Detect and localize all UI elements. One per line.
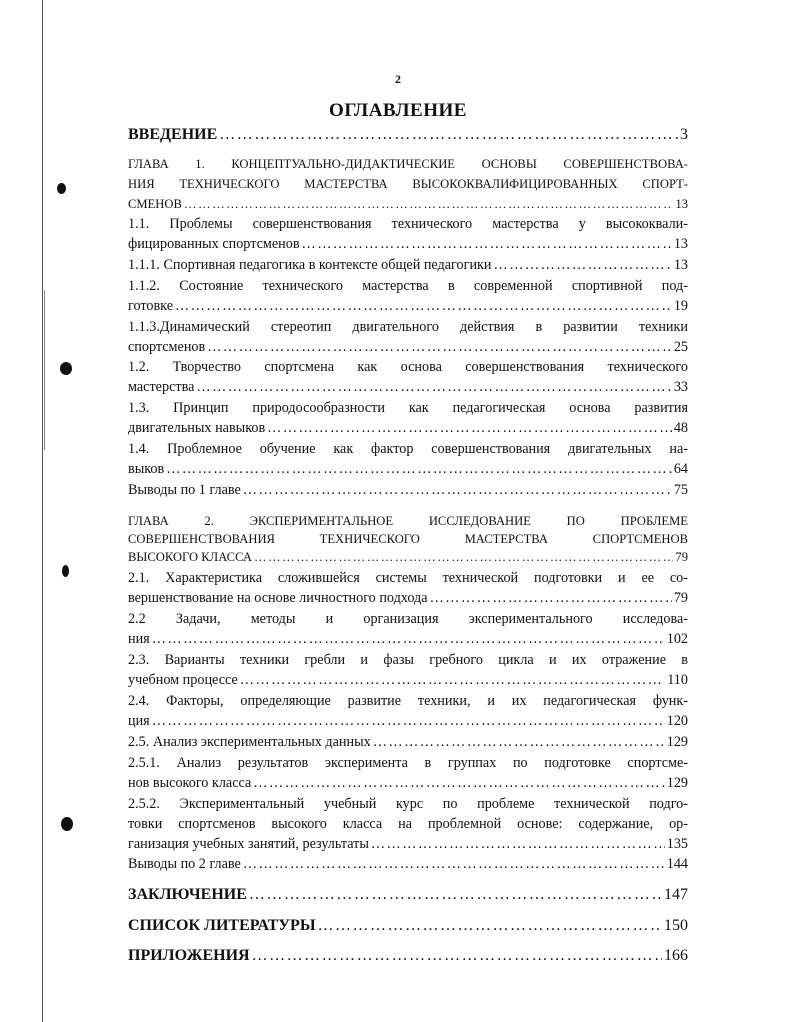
leader-dots: [243, 854, 665, 874]
toc-entry-2-5-2[interactable]: [128, 834, 688, 854]
toc-label: 1.1.1. Спортивная педагогика в контексте общей педагогики: [128, 257, 492, 273]
toc-label: 1.1. Проблемы совершенствования технического мастерства у высококвали-: [128, 216, 688, 232]
toc-entry-text[interactable]: [128, 357, 688, 377]
toc-page: 166: [664, 947, 688, 964]
toc-page: 13: [673, 257, 688, 273]
toc-label: 2.3. Варианты техники гребли и фазы гребного цикла и их отражение в: [128, 652, 688, 668]
toc-label: 2.5.1. Анализ результатов эксперимента в группах по подготовке спортсме-: [128, 755, 688, 771]
leader-dots: [249, 885, 662, 905]
toc-label: учебном процессе: [128, 672, 238, 688]
toc-label: ВВЕДЕНИЕ: [128, 126, 218, 143]
leader-dots: [371, 834, 665, 854]
toc-chapter-heading[interactable]: [128, 154, 688, 174]
toc-page: 19: [673, 298, 688, 314]
toc-page: 79: [675, 550, 688, 564]
leader-dots: [373, 732, 665, 752]
toc-entry-2-2[interactable]: [128, 629, 688, 649]
toc-label: Выводы по 1 главе: [128, 482, 241, 498]
toc-page: 25: [673, 339, 688, 355]
toc-page: 144: [666, 856, 688, 872]
toc-entry-1-2[interactable]: [128, 377, 688, 397]
toc-entry-2-1[interactable]: [128, 588, 688, 608]
toc-entry-text[interactable]: [128, 568, 688, 588]
toc-entry-1-1-1[interactable]: [128, 255, 688, 275]
toc-label: СОВЕРШЕНСТВОВАНИЯ ТЕХНИЧЕСКОГО МАСТЕРСТВА СПОРТСМЕНОВ: [128, 532, 688, 546]
leader-dots: [254, 547, 673, 567]
toc-chapter-heading[interactable]: [128, 511, 688, 531]
leader-dots: [166, 459, 672, 479]
leader-dots: [318, 916, 662, 936]
toc-label: товки спортсменов высокого класса на проблемной основе: содержание, ор-: [128, 816, 688, 832]
toc-label: выков: [128, 461, 165, 477]
toc-label: 2.2 Задачи, методы и организация экспериментального исследова-: [128, 611, 688, 627]
toc-page: 79: [673, 590, 688, 606]
toc-entry-text[interactable]: [128, 214, 688, 234]
toc-entry-1-1-3[interactable]: [128, 337, 688, 357]
toc-label: ганизация учебных занятий, результаты: [128, 836, 369, 852]
toc-page: 48: [673, 420, 688, 436]
toc-label: ПРИЛОЖЕНИЯ: [128, 947, 250, 964]
toc-label: 1.1.3.Динамический стереотип двигательного действия в развитии техники: [128, 319, 688, 335]
toc-page: 129: [666, 775, 688, 791]
toc-label: фицированных спортсменов: [128, 236, 300, 252]
toc-label: ГЛАВА 1. КОНЦЕПТУАЛЬНО-ДИДАКТИЧЕСКИЕ ОСНОВЫ СОВЕРШЕНСТВОВА-: [128, 157, 688, 171]
toc-page: 120: [666, 713, 688, 729]
toc-label: 2.4. Факторы, определяющие развитие техники, и их педагогическая функ-: [128, 693, 688, 709]
toc-page: 102: [666, 631, 688, 647]
leader-dots: [267, 418, 672, 438]
toc-label: 1.2. Творчество спортсмена как основа совершенствования технического: [128, 359, 688, 375]
scan-margin-line-fragment: [44, 290, 45, 450]
toc-entry-1-1-2[interactable]: [128, 296, 688, 316]
scan-blot: [57, 183, 66, 194]
toc-label: 2.5. Анализ экспериментальных данных: [128, 734, 371, 750]
leader-dots: [152, 629, 665, 649]
toc-page: 135: [666, 836, 688, 852]
toc-label: ция: [128, 713, 150, 729]
toc-entry-introduction[interactable]: [128, 125, 688, 145]
toc-page: 33: [673, 379, 688, 395]
toc-entry-text[interactable]: [128, 753, 688, 773]
toc-label: нов высокого класса: [128, 775, 252, 791]
toc-chapter-heading[interactable]: [128, 174, 688, 194]
toc-page: 13: [675, 197, 688, 211]
leader-dots: [196, 377, 671, 397]
toc-page: 150: [664, 917, 688, 934]
toc-label: ния: [128, 631, 150, 647]
toc-entry-conclusion[interactable]: [128, 885, 688, 905]
toc-label: 1.1.2. Состояние технического мастерства в современной спортивной под-: [128, 278, 688, 294]
toc-entry-text[interactable]: [128, 398, 688, 418]
toc-entry-1-4[interactable]: [128, 459, 688, 479]
scan-blot: [60, 362, 72, 375]
toc-label: 1.3. Принцип природосообразности как педагогическая основа развития: [128, 400, 688, 416]
toc-label: ВЫСОКОГО КЛАССА: [128, 550, 252, 564]
leader-dots: [430, 588, 672, 608]
toc-page: 110: [667, 672, 688, 688]
leader-dots: [207, 337, 672, 357]
toc-entry-text[interactable]: [128, 814, 688, 834]
toc-label: спортсменов: [128, 339, 206, 355]
leader-dots: [494, 255, 672, 275]
toc-entry-2-5[interactable]: [128, 732, 688, 752]
toc-label: 2.5.2. Экспериментальный учебный курс по проблеме технической подго-: [128, 796, 688, 812]
toc-label: 2.1. Характеристика сложившейся системы технической подготовки и ее со-: [128, 570, 688, 586]
toc-label: ЗАКЛЮЧЕНИЕ: [128, 886, 247, 903]
toc-entry-conclusions-2[interactable]: [128, 854, 688, 874]
toc-entry-1-1[interactable]: [128, 234, 688, 254]
toc-entry-text[interactable]: [128, 439, 688, 459]
toc-page: 75: [673, 482, 688, 498]
toc-entry-text[interactable]: [128, 609, 688, 629]
leader-dots: [152, 711, 665, 731]
toc-page: 64: [673, 461, 688, 477]
leader-dots: [175, 296, 672, 316]
toc-label: ГЛАВА 2. ЭКСПЕРИМЕНТАЛЬНОЕ ИССЛЕДОВАНИЕ ПО ПРОБЛЕМЕ: [128, 514, 688, 528]
toc-label: готовке: [128, 298, 174, 314]
toc-label: двигательных навыков: [128, 420, 266, 436]
toc-label: СПИСОК ЛИТЕРАТУРЫ: [128, 917, 316, 934]
leader-dots: [302, 234, 672, 254]
toc-label: СМЕНОВ: [128, 197, 182, 211]
toc-entry-text[interactable]: [128, 650, 688, 670]
toc-entry-chapter-1[interactable]: [128, 194, 688, 214]
toc-entry-text[interactable]: [128, 691, 688, 711]
leader-dots: [243, 480, 672, 500]
toc-page: 147: [664, 886, 688, 903]
toc-page: 129: [666, 734, 688, 750]
leader-dots: [219, 125, 678, 145]
toc-label: Выводы по 2 главе: [128, 856, 241, 872]
toc-entry-appendices[interactable]: [128, 946, 688, 966]
leader-dots: [253, 773, 664, 793]
scan-blot: [61, 817, 73, 831]
toc-entry-conclusions-1[interactable]: [128, 480, 688, 500]
page-number: 2: [395, 72, 401, 86]
toc-page: 3: [680, 126, 688, 143]
toc-entry-2-3[interactable]: [128, 670, 688, 690]
toc-entry-chapter-2[interactable]: [128, 547, 688, 567]
toc-label: НИЯ ТЕХНИЧЕСКОГО МАСТЕРСТВА ВЫСОКОКВАЛИФИЦИРОВАННЫХ СПОРТ-: [128, 177, 688, 191]
toc-entry-references[interactable]: [128, 916, 688, 936]
leader-dots: [252, 946, 662, 966]
leader-dots: [184, 194, 674, 214]
toc-entry-2-4[interactable]: [128, 711, 688, 731]
toc-chapter-heading[interactable]: [128, 529, 688, 549]
toc-label: мастерства: [128, 379, 195, 395]
scan-blot: [62, 565, 69, 577]
toc-entry-text[interactable]: [128, 794, 688, 814]
toc-label: вершенствование на основе личностного подхода: [128, 590, 428, 606]
leader-dots: [240, 670, 665, 690]
toc-entry-1-3[interactable]: [128, 418, 688, 438]
toc-page: 13: [673, 236, 688, 252]
page-title: ОГЛАВЛЕНИЕ: [329, 100, 467, 121]
toc-entry-text[interactable]: [128, 276, 688, 296]
toc-entry-2-5-1[interactable]: [128, 773, 688, 793]
toc-label: 1.4. Проблемное обучение как фактор совершенствования двигательных на-: [128, 441, 688, 457]
scan-margin-line: [42, 0, 43, 1022]
toc-entry-text[interactable]: [128, 317, 688, 337]
